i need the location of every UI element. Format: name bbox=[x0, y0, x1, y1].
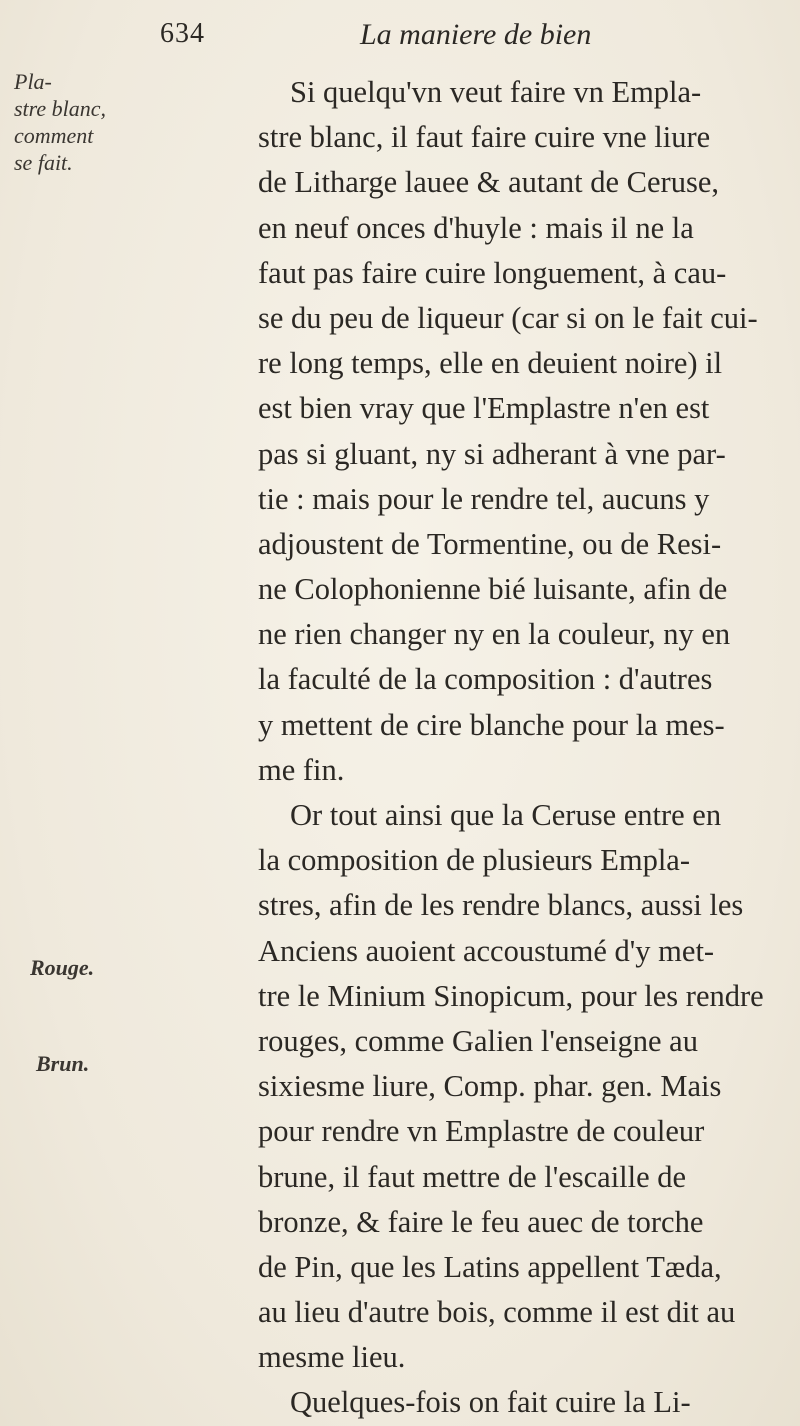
margin-note-line: se fait. bbox=[14, 150, 73, 175]
text-line: Quelques-fois on fait cuire la Li- bbox=[290, 1385, 691, 1420]
text-line: Anciens auoient accoustumé d'y met- bbox=[258, 933, 715, 968]
text-line: la faculté de la composition : d'autres bbox=[258, 662, 713, 697]
page-header bbox=[160, 18, 720, 58]
text-line: rouges, comme Galien l'enseigne au bbox=[258, 1023, 698, 1058]
text-line: Si quelqu'vn veut faire vn Empla- bbox=[290, 75, 702, 109]
text-line: sixiesme liure, Comp. phar. gen. Mais bbox=[258, 1069, 722, 1104]
text-line: ne rien changer ny en la couleur, ny en bbox=[258, 617, 731, 652]
margin-note-white-plaster bbox=[14, 68, 106, 176]
margin-note-line: Brun. bbox=[36, 1051, 90, 1076]
text-line: stres, afin de les rendre blancs, aussi les bbox=[258, 888, 744, 923]
text-line: mesme lieu. bbox=[258, 1340, 406, 1375]
text-line: bronze, & faire le feu auec de torche bbox=[258, 1204, 704, 1239]
text-line: se du peu de liqueur (car si on le fait cui- bbox=[258, 300, 758, 335]
text-line: est bien vray que l'Emplastre n'en est bbox=[258, 391, 710, 426]
margin-note-line: Pla- bbox=[14, 69, 52, 94]
text-line: ne Colophonienne bié luisante, afin de bbox=[258, 572, 728, 607]
text-line: brune, il faut mettre de l'escaille de bbox=[258, 1159, 687, 1194]
text-line: au lieu d'autre bois, comme il est dit au bbox=[258, 1295, 736, 1330]
text-line: Or tout ainsi que la Ceruse entre en bbox=[290, 798, 722, 832]
text-line: faut pas faire cuire longuement, à cau- bbox=[258, 255, 727, 290]
text-line: tre le Minium Sinopicum, pour les rendre bbox=[258, 978, 764, 1013]
text-line: me fin. bbox=[258, 752, 345, 787]
text-line: pas si gluant, ny si adherant à vne par- bbox=[258, 436, 726, 471]
margin-note-line: Rouge. bbox=[30, 955, 95, 980]
text-line: en neuf onces d'huyle : mais il ne la bbox=[258, 210, 694, 245]
text-line: pour rendre vn Emplastre de couleur bbox=[258, 1114, 705, 1149]
margin-note-rouge bbox=[30, 954, 94, 981]
body-text bbox=[258, 70, 778, 1426]
margin-note-line: stre blanc, bbox=[14, 96, 107, 121]
text-line: de Pin, que les Latins appellent Tæda, bbox=[258, 1249, 722, 1284]
text-line: y mettent de cire blanche pour la mes- bbox=[258, 707, 725, 742]
text-line: la composition de plusieurs Empla- bbox=[258, 843, 691, 878]
margin-note-line: comment bbox=[14, 123, 94, 148]
text-line: stre blanc, il faut faire cuire vne liure bbox=[258, 120, 711, 155]
running-title: La maniere de bien bbox=[360, 18, 592, 51]
text-line: tie : mais pour le rendre tel, aucuns y bbox=[258, 481, 710, 516]
text-line: adjoustent de Tormentine, ou de Resi- bbox=[258, 526, 722, 561]
text-line: re long temps, elle en deuient noire) il bbox=[258, 346, 723, 381]
page-number: 634 bbox=[160, 18, 205, 49]
text-line: de Litharge lauee & autant de Ceruse, bbox=[258, 165, 719, 200]
margin-note-brun bbox=[36, 1050, 89, 1077]
